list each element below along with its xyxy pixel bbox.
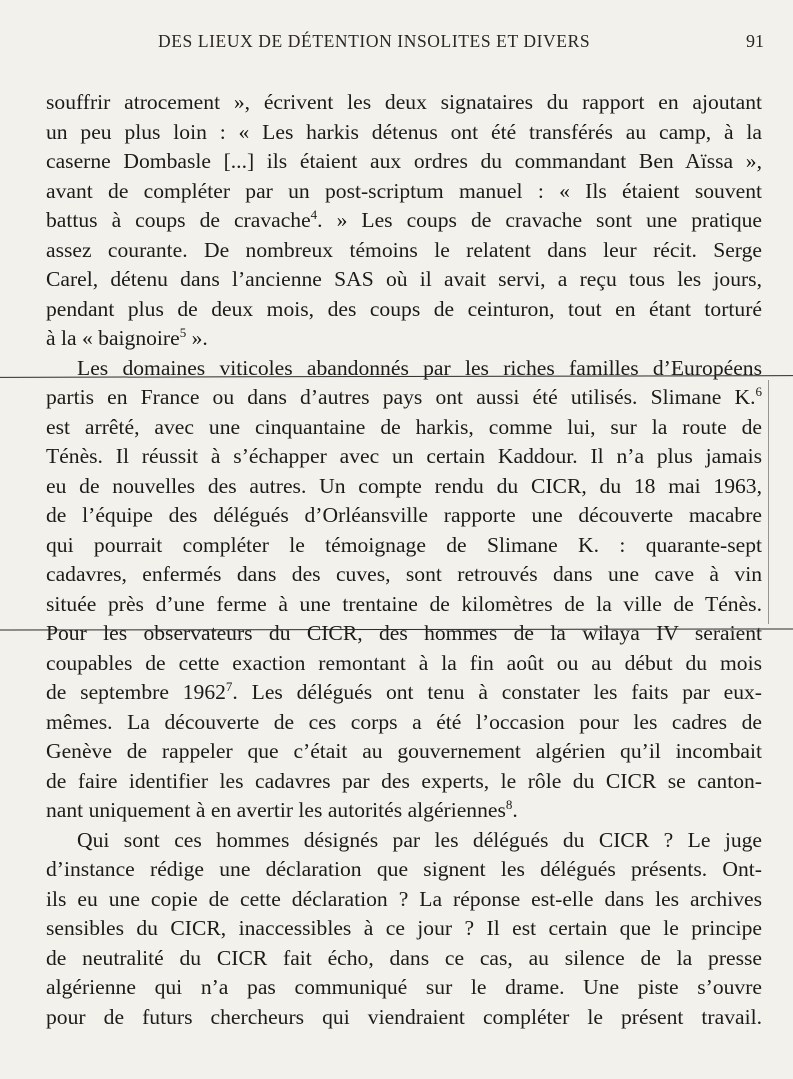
- text-line: [46, 501, 762, 531]
- text-line: [46, 177, 762, 207]
- footnote-ref: 4: [310, 207, 318, 222]
- line-text: caserne Dombasle [...] ils étaient aux ordres du commandant Ben Aïssa »,: [46, 149, 762, 173]
- text-line: [46, 767, 762, 797]
- text-line: [46, 531, 762, 561]
- text-line: [46, 265, 762, 295]
- running-header: [158, 31, 770, 57]
- running-title: DES LIEUX DE DÉTENTION INSOLITES ET DIVERS: [158, 31, 591, 51]
- text-line: [46, 295, 762, 325]
- line-text: de septembre 1962: [46, 680, 226, 704]
- line-text: Ténès. Il réussit à s’échapper avec un certain Kaddour. Il n’a plus jamais: [46, 444, 762, 468]
- line-text: d’instance rédige une déclaration que signent les délégués présents. Ont-: [46, 857, 762, 881]
- line-text: souffrir atrocement », écrivent les deux signataires du rapport en ajoutant: [46, 90, 762, 114]
- line-text: de faire identifier les cadavres par des experts, le rôle du CICR se canton-: [46, 768, 762, 793]
- text-line: [46, 973, 762, 1003]
- line-text: eu de nouvelles des autres. Un compte rendu du CICR, du 18 mai 1963,: [46, 473, 762, 498]
- line-text: est arrêté, avec une cinquantaine de harkis, comme lui, sur la route de: [46, 414, 762, 439]
- text-line: [46, 236, 762, 266]
- text-line: [46, 118, 762, 148]
- line-text: coupables de cette exaction remontant à la fin août ou au début du mois: [46, 650, 762, 675]
- footnote-ref: 8: [505, 797, 513, 812]
- text-line: [46, 619, 762, 649]
- footnote-ref: 7: [225, 679, 233, 694]
- line-text-after-note: .: [512, 798, 518, 822]
- text-line: [46, 826, 762, 856]
- text-line: [46, 737, 762, 767]
- line-text: ils eu une copie de cette déclaration ? La réponse est-elle dans les archives: [46, 886, 762, 911]
- line-text: de l’équipe des délégués d’Orléansville rapporte une découverte macabre: [46, 503, 762, 527]
- text-line: [46, 560, 762, 590]
- line-text: algérienne qui n’a pas communiqué sur le drame. Une piste s’ouvre: [46, 975, 762, 999]
- line-text: assez courante. De nombreux témoins le relatent dans leur récit. Serge: [46, 237, 762, 262]
- text-line: [46, 855, 762, 885]
- line-text: mêmes. La découverte de ces corps a été l’occasion pour les cadres de: [46, 709, 762, 734]
- text-line: [46, 206, 762, 236]
- line-text: sensibles du CICR, inaccessibles à ce jour ? Il est certain que le principe: [46, 916, 762, 940]
- text-line: [46, 324, 762, 354]
- line-text: cadavres, enfermés dans des cuves, sont retrouvés dans une cave à vin: [46, 562, 762, 586]
- line-text: pendant plus de deux mois, des coups de ceinturon, tout en étant torturé: [46, 296, 762, 321]
- text-line: [46, 914, 762, 944]
- text-line: [46, 413, 762, 443]
- line-text: un peu plus loin : « Les harkis détenus ont été transférés au camp, à la: [46, 119, 762, 144]
- text-line: [46, 472, 762, 502]
- text-line: [46, 383, 762, 413]
- line-text: Les domaines viticoles abandonnés par les riches familles d’Européens: [77, 355, 762, 380]
- text-line: [46, 1003, 762, 1033]
- line-text: Qui sont ces hommes désignés par les délégués du CICR ? Le juge: [77, 827, 762, 852]
- line-text: battus à coups de cravache: [46, 208, 311, 232]
- footnote-ref: 6: [755, 384, 762, 399]
- line-text: située près d’une ferme à une trentaine de kilomètres de la ville de Ténès.: [46, 591, 762, 616]
- text-line: [46, 708, 762, 738]
- text-line: [46, 649, 762, 679]
- text-line: [46, 796, 762, 826]
- line-text-after-note: . Les délégués ont tenu à constater les faits par eux-: [232, 680, 762, 704]
- text-line: [46, 147, 762, 177]
- line-text: de neutralité du CICR fait écho, dans ce cas, au silence de la presse: [46, 945, 762, 970]
- line-text-after-note: . » Les coups de cravache sont une pratique: [317, 208, 762, 232]
- footnote-ref: 5: [179, 325, 187, 340]
- line-text: Carel, détenu dans l’ancienne SAS où il avait servi, a reçu tous les jours,: [46, 267, 762, 291]
- line-text: Genève de rappeler que c’était au gouvernement algérien qu’il incombait: [46, 739, 762, 763]
- line-text: partis en France ou dans d’autres pays ont aussi été utilisés. Slimane K.: [46, 385, 756, 409]
- text-line: [46, 944, 762, 974]
- text-line: [46, 885, 762, 915]
- line-text-after-note: ».: [186, 326, 208, 350]
- page-number: 91: [746, 31, 764, 51]
- text-line: [46, 88, 762, 118]
- pen-rule-side: [768, 380, 769, 624]
- line-text: avant de compléter par un post-scriptum manuel : « Ils étaient souvent: [46, 178, 762, 203]
- line-text: Pour les observateurs du CICR, des hommes de la wilaya IV seraient: [46, 621, 762, 645]
- line-text: qui pourrait compléter le témoignage de Slimane K. : quarante-sept: [46, 532, 762, 557]
- text-line: [46, 354, 762, 384]
- text-line: [46, 590, 762, 620]
- body-text: [46, 88, 762, 1032]
- text-line: [46, 678, 762, 708]
- line-text: pour de futurs chercheurs qui viendraient compléter le présent travail.: [46, 1004, 762, 1029]
- text-line: [46, 442, 762, 472]
- line-text: à la « baignoire: [46, 326, 180, 350]
- line-text: nant uniquement à en avertir les autorités algériennes: [46, 798, 506, 822]
